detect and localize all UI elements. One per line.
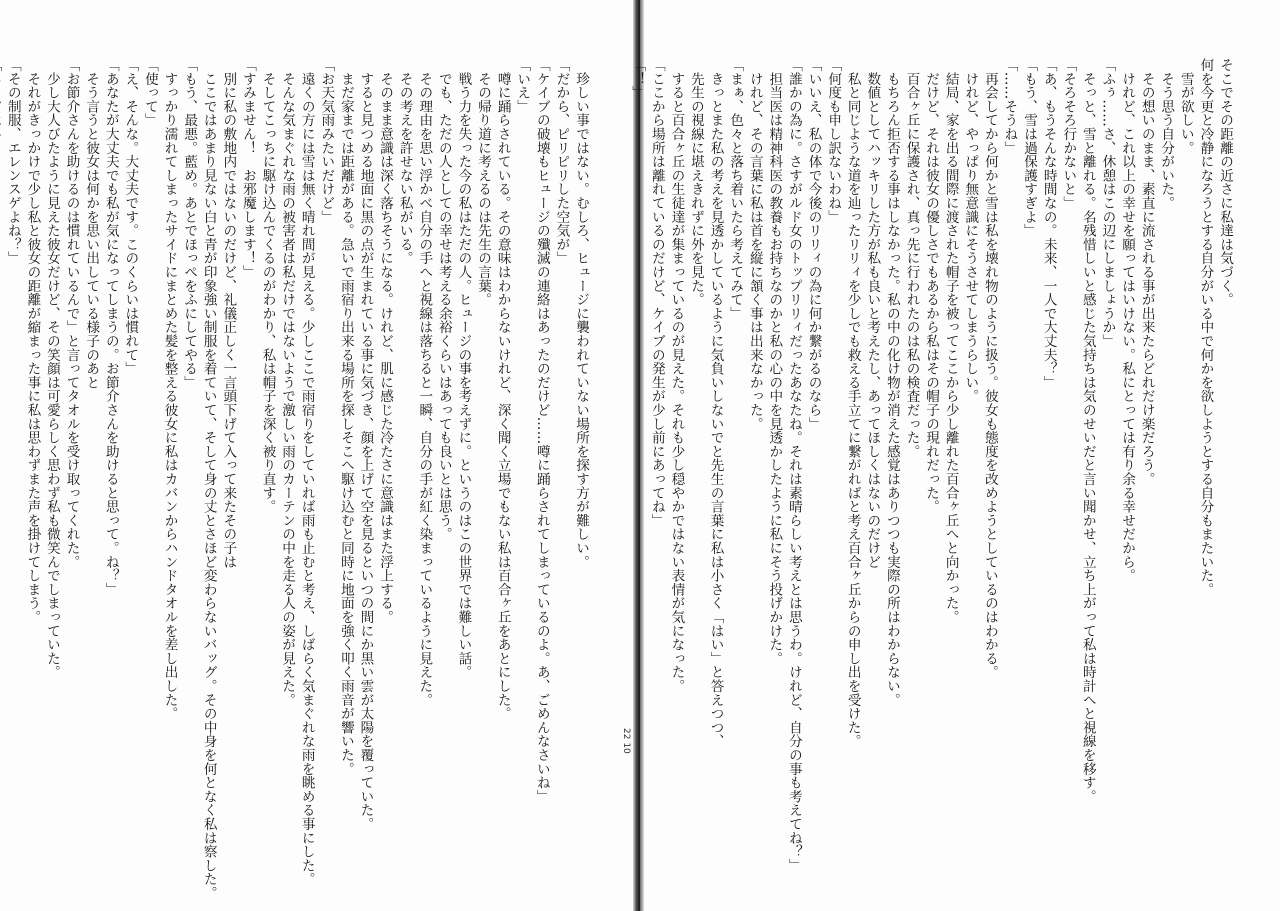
left-page-line: 「お節介さんを助けるのは慣れているんで」と言ってタオルを受け取ってくれた。 — [63, 58, 80, 569]
right-page-line: 「！」 — [629, 58, 646, 100]
right-page-line: けれど、その言葉に私は首を縦に頷く事は出来なかった。 — [746, 58, 763, 431]
right-page-line: 百合ヶ丘に保護され、真っ先に行われたのは私の検査だった。 — [903, 58, 920, 459]
right-page-line: 「ふぅ……さ、休憩はこの辺にしましょうか」 — [1099, 58, 1116, 348]
left-page-line: でも、ただの人としての幸せは考える余裕くらいはあっても良いとは思う。 — [435, 58, 452, 541]
left-page-line: 少し大人びたように見えた彼女だけど、その笑顔は可愛らしく思わず私も微笑んでしまっていた。 — [43, 58, 60, 679]
left-page-line: 戦う力を失った今の私はただの人。ヒュージの事を考えずに。というのはこの世界では難しい話。 — [455, 58, 472, 679]
left-page-line: 「あなたが大丈夫でも私が気になってしまうの。お節介さんを助けると思って。ね？」 — [102, 58, 119, 597]
left-page-line: 珍しい事ではない。むしろ、ヒュージに襲われていない場所を探す方が難しい。 — [573, 58, 589, 569]
left-page-line: 「お天気雨みたいだけど」 — [318, 58, 335, 224]
right-page-line: 再会してから何かと雪は私を壊れ物のように扱う。彼女も態度を改めようとしているのはわかる。 — [981, 58, 998, 679]
right-page-line: 「誰かの為に。さすがルド女のトップリリィだったあなたね。それは素晴らしい考えとは思うわ。けれど、自分の事も考えてね？」 — [785, 58, 802, 873]
left-page-line: そんな気まぐれな雨の被害者は私だけではないようで激しい雨のカーテンの中を走る人の姿が見えた。 — [279, 58, 296, 707]
left-page-line: まだ家までは距離がある。急いで雨宿り出来る場所を探しそこへ駆け込むと同時に地面を強く叩く雨音が響いた。 — [337, 58, 354, 776]
right-page-line: 先生の視線に堪えきれずに外を見た。 — [687, 58, 704, 307]
right-page-line: もちろん拒否する事はしなかった。私の中の化け物が消えた感覚はありつつも実際の所はわからない。 — [883, 58, 900, 707]
left-page-line: そう言うと彼女は何かを思い出している様子のあと — [83, 58, 100, 390]
left-page-line: 「その制服、エレンスゲよね？」 — [4, 58, 21, 265]
right-page-text — [629, 58, 1234, 873]
right-page-line: 数値としてハッキリした方が私も良いと考えたし、あってほしくはないのだけど — [864, 58, 881, 569]
right-page-line: そこでその距離の近さに私達は気づく。 — [1217, 58, 1233, 307]
right-page-line: 「ここから場所は離れているのだけど、ケイブの発生が少し前にあってね」 — [648, 58, 665, 528]
right-page-line: 結局、家を出る間際に渡された帽子を被ってここから少し離れた百合ヶ丘へと向かった。 — [942, 58, 959, 624]
left-page-line: 「すみません！ お邪魔します！」 — [239, 58, 256, 279]
left-page-text — [0, 58, 590, 900]
left-page-line: 「もう、最悪。藍め。あとでほっぺをふにしてやる」 — [181, 58, 198, 390]
left-page-line: そしてこっちに駆け込んでくるのがわかり、私は帽子を深く被り直す。 — [259, 58, 276, 514]
right-page-line: 「あ、もうそんな時間なの。未来、一人で大丈夫？」 — [1040, 58, 1057, 390]
left-page-line: 「え、そんな。大丈夫です。このくらいは慣れて」 — [122, 58, 139, 376]
right-page-line: けれど、これ以上の幸せを願ってはいけない。私にとっては有り余る幸せだから。 — [1119, 58, 1136, 583]
left-page-line: その帰り道に考えるのは先生の言葉。 — [475, 58, 492, 307]
right-page-line: だけど、それは彼女の優しさでもあるから私はその帽子の現れだった。 — [923, 58, 940, 514]
right-page-line: すると百合ヶ丘の生徒達が集まっているのが見えた。それも少し穏やかではない表情が気になった。 — [668, 58, 685, 693]
left-page-line: 「いえ」 — [514, 58, 531, 114]
left-page-line: 「だから、ピリピリした空気が」 — [553, 58, 570, 265]
right-page-line: 何を今更と冷静になろうとする自分がいる中で何かを欲しようとする自分もまたいた。 — [1197, 58, 1214, 597]
right-page-line: そう思う自分がいた。 — [1158, 58, 1175, 210]
right-page-line: 雪が欲しい。 — [1177, 58, 1194, 155]
right-page-line: 担当医は精神科医の教養もお持ちなのかと私の心の中を見透かしたように私にそう投げかけた。 — [766, 58, 783, 666]
right-page-line: その想いのまま、素直に流される事が出来たらどれだけ楽だろう。 — [1138, 58, 1155, 486]
left-page-line: すると見つめる地面に黒の点が生まれている事に気づき、顔を上げて空を見るといつの間にか黒い雲が太陽を覆っていた。 — [357, 58, 374, 831]
left-page-line: 「使って」 — [141, 58, 158, 127]
right-page-line: 「そろそろ行かないと」 — [1060, 58, 1077, 210]
left-page-line: そのまま意識は深く落ちそうになる。けれど、肌に感じた冷たさに意識はまた浮上する。 — [377, 58, 394, 624]
left-page-line: その理由を思い浮かべ自分の手へと視線は落ちると一瞬、自分の手が紅く染まっているように見えた。 — [416, 58, 433, 707]
right-page-line: きっとまた私の考えを見透かしているように気負いしないでと先生の言葉に私は小さく「はい」と答えつつ、 — [707, 58, 724, 748]
right-page-line: 「いいえ、私の体で今後のリリィの為に何か繋がるのなら」 — [805, 58, 822, 431]
right-page-line: 「……そうね」 — [1001, 58, 1018, 155]
right-page-line: そっと、雪と離れる。名残惜しいと感じた気持ちは気のせいだと言い聞かせ、立ち上がって私は時計へと視線を移す。 — [1079, 58, 1096, 804]
page-number: 22 10 — [621, 728, 631, 754]
left-page-line: 別に私の敷地内ではないのだけど、礼儀正しく一言頭下げて入って来たその子は — [220, 58, 237, 569]
left-page-line: 「ケイブの破壊もヒュージの殲滅の連絡はあったのだけど……噂に踊らされてしまっているのよ。あ、ごめんなさいね」 — [533, 58, 550, 804]
right-page-line: 「まぁ、色々と落ち着いたら考えてみて」 — [727, 58, 744, 321]
right-page-line: 「もう、雪は過保護すぎよ」 — [1021, 58, 1038, 238]
left-page-line: 噂に踊らされている。その意味はわからないけれど、深く聞く立場でもない私は百合ヶ丘をあとにした。 — [494, 58, 511, 721]
right-page-line: 私と同じような道を辿ったリリィを少しでも救える手立てに繋がればと考え百合ヶ丘からの申し出を受けた。 — [844, 58, 861, 748]
left-page-line: すっかり濡れてしまったサイドにまとめた髪を整える彼女に私はカバンからハンドタオルを差し出した。 — [161, 58, 178, 721]
left-page-line: ここではあまり見ない白と青が印象強い制服を着ていて、そして身の丈とさほど変わらないバッグ。その中身を何となく私は察した。 — [200, 58, 217, 900]
right-page-line: 「何度も申し訳ないわね」 — [825, 58, 842, 224]
left-page-line: 遠くの方には雪は無く晴れ間が見える。少しここで雨宿りをしていれば雨も止むと考え、しばらく気まぐれな雨を眺める事にした。 — [298, 58, 315, 886]
left-page-line: その考えを許せない私がいる。 — [396, 58, 413, 265]
left-page-line: それがきっかけで少し私と彼女の距離が縮まった事に私は思わずまた声を掛けてしまう。 — [24, 58, 41, 624]
right-page-line: けれど、やっぱり無意識にそうさせてしまうらしい。 — [962, 58, 979, 403]
